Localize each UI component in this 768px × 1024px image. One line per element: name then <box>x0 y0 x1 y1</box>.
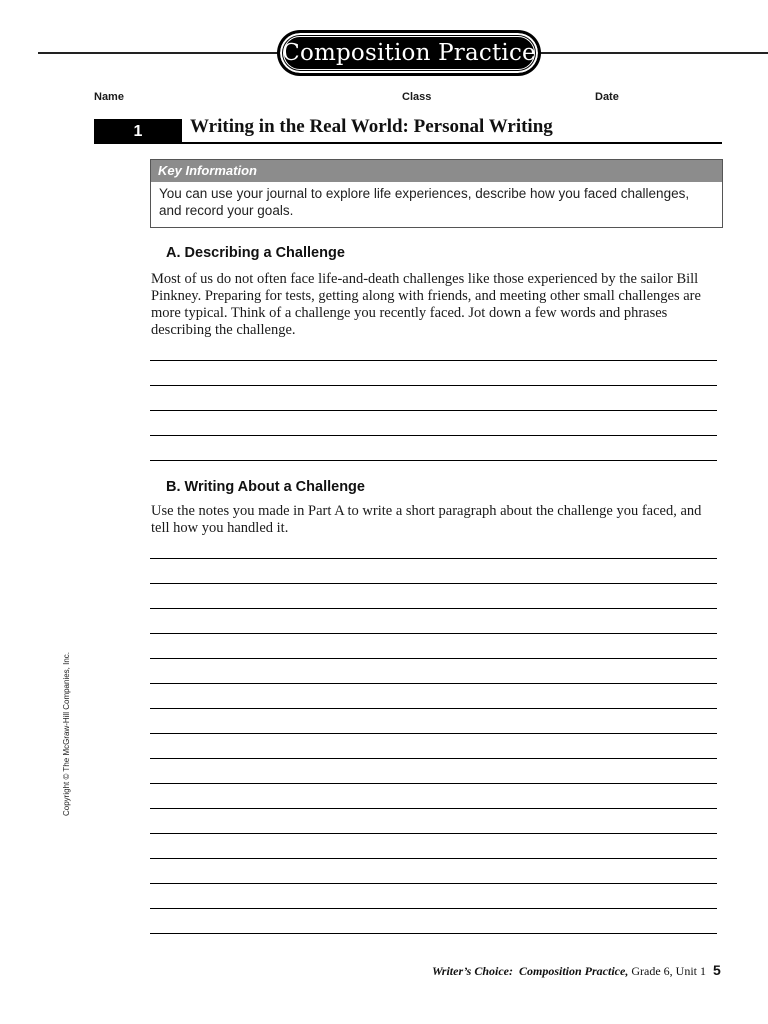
title-banner <box>278 31 540 75</box>
lesson-rule <box>182 142 722 144</box>
section-a-heading: A. Describing a Challenge <box>166 245 345 261</box>
class-label: Class <box>402 91 432 103</box>
writing-line <box>150 435 717 436</box>
writing-line <box>150 683 717 684</box>
writing-line <box>150 733 717 734</box>
copyright-notice: Copyright © The McGraw-Hill Companies, Inc. <box>62 651 71 816</box>
page-title: Composition Practice <box>282 40 536 66</box>
section-a-writing-lines <box>150 360 717 485</box>
writing-line <box>150 933 717 934</box>
section-b-instructions: Use the notes you made in Part A to write a short paragraph about the challenge you faced, and tell how you handled it. <box>151 503 702 536</box>
page-number: 5 <box>713 962 721 978</box>
writing-line <box>150 833 717 834</box>
section-b-heading: B. Writing About a Challenge <box>166 479 365 495</box>
key-information-text: You can use your journal to explore life experiences, describe how you faced challenges, and record your goals. <box>159 186 690 218</box>
date-label: Date <box>595 91 619 103</box>
writing-line <box>150 360 717 361</box>
writing-line <box>150 410 717 411</box>
lesson-number: 1 <box>94 119 182 144</box>
writing-line <box>150 708 717 709</box>
writing-line <box>150 808 717 809</box>
writing-line <box>150 633 717 634</box>
section-b-writing-lines <box>150 558 717 958</box>
name-label: Name <box>94 91 124 103</box>
key-information-box <box>150 159 723 228</box>
writing-line <box>150 583 717 584</box>
writing-line <box>150 385 717 386</box>
footer-book: Writer’s Choice: <box>432 964 513 978</box>
writing-line <box>150 858 717 859</box>
writing-line <box>150 883 717 884</box>
footer-citation <box>432 964 706 979</box>
footer-grade: Grade 6, Unit 1 <box>631 964 706 978</box>
footer-series: Composition Practice, <box>519 964 629 978</box>
writing-line <box>150 460 717 461</box>
writing-line <box>150 908 717 909</box>
writing-line <box>150 608 717 609</box>
writing-line <box>150 658 717 659</box>
section-a-instructions: Most of us do not often face life-and-death challenges like those experienced by the sailor Bill Pinkney. Preparing for tests, getting along with friends, and meeting other small challenges are more typical. Think of a challenge you recently faced. Jot down a few words and phrases describing the challenge. <box>151 271 701 338</box>
key-information-header: Key Information <box>151 160 722 182</box>
lesson-title: Writing in the Real World: Personal Writing <box>190 116 553 137</box>
writing-line <box>150 558 717 559</box>
writing-line <box>150 758 717 759</box>
writing-line <box>150 783 717 784</box>
